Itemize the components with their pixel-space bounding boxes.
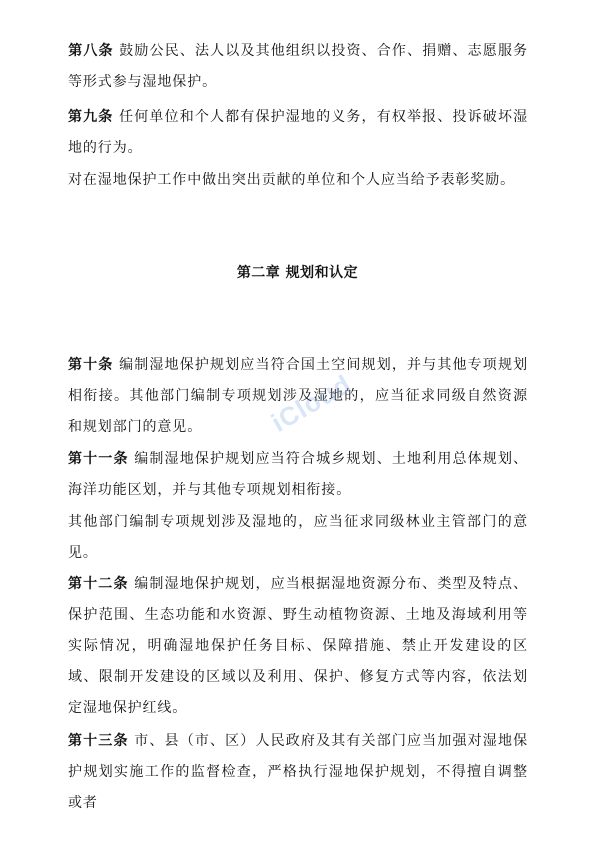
article-11-text: 编制湿地保护规划应当符合城乡规划、土地利用总体规划、海洋功能区划，并与其他专项规划相衔接。	[68, 451, 528, 498]
article-12-text: 编制湿地保护规划，应当根据湿地资源分布、类型及特点、保护范围、生态功能和水资源、野生动植物资源、土地及海域利用等实际情况，明确湿地保护任务目标、保障措施、禁止开发建设的区域、限制开发建设的区域以及利用、保护、修复方式等内容，依法划定湿地保护红线。	[68, 576, 528, 716]
article-11-paragraph-2: 其他部门编制专项规划涉及湿地的，应当征求同级林业主管部门的意见。	[68, 514, 528, 561]
article-12	[68, 569, 528, 724]
article-9-paragraph-2: 对在湿地保护工作中做出突出贡献的单位和个人应当给予表彰奖励。	[68, 172, 515, 188]
article-10-text: 编制湿地保护规划应当符合国土空间规划，并与其他专项规划相衔接。其他部门编制专项规划涉及湿地的，应当征求同级自然资源和规划部门的意见。	[68, 357, 528, 435]
chapter-title: 第二章 规划和认定	[236, 265, 359, 281]
article-8-number: 第八条	[68, 43, 114, 59]
article-9	[68, 102, 528, 164]
article-13-text: 市、县（市、区）人民政府及其有关部门应当加强对湿地保护规划实施工作的监督检查，严格执行湿地保护规划，不得擅自调整或者	[68, 733, 528, 811]
article-12-number: 第十二条	[68, 576, 129, 592]
article-13-number: 第十三条	[68, 733, 129, 749]
article-10	[68, 350, 528, 443]
article-9-number: 第九条	[68, 109, 114, 125]
article-10-number: 第十条	[68, 357, 114, 373]
article-8	[68, 36, 528, 98]
article-13	[68, 726, 528, 819]
article-11-number: 第十一条	[68, 451, 129, 467]
article-8-text: 鼓励公民、法人以及其他组织以投资、合作、捐赠、志愿服务等形式参与湿地保护。	[68, 43, 528, 90]
article-11	[68, 444, 528, 506]
article-9-text: 任何单位和个人都有保护湿地的义务，有权举报、投诉破坏湿地的行为。	[68, 109, 528, 156]
watermark: iCloud	[266, 368, 357, 438]
